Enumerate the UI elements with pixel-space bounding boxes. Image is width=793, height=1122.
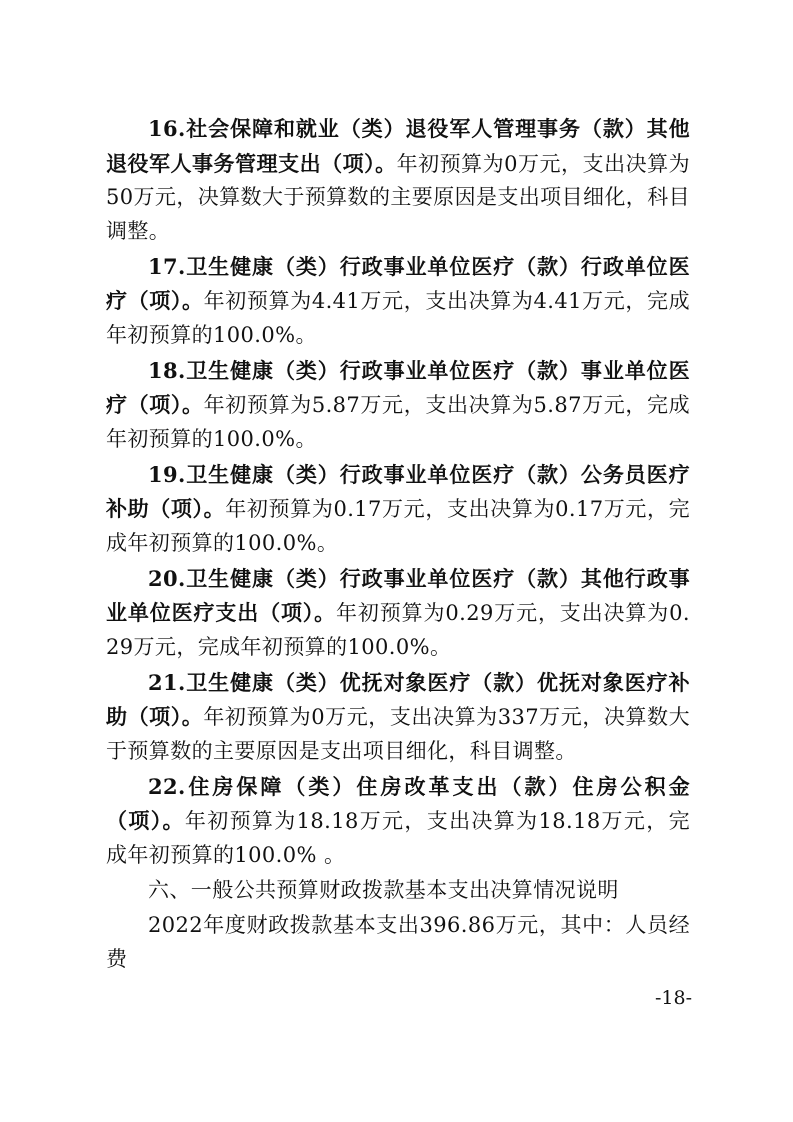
item-text: 年初预算为4.41万元，支出决算为4.41万元，完成年初预算的100.0%。 (106, 289, 691, 347)
item-text: 年初预算为0.17万元，支出决算为0.17万元，完成年初预算的100.0%。 (106, 497, 690, 555)
item-text: 年初预算为0万元，支出决算为50万元，决算数大于预算数的主要原因是支出项目细化，科目调整。 (106, 151, 690, 243)
item-text: 年初预算为0.29万元，支出决算为0.29万元，完成年初预算的100.0%。 (106, 601, 690, 659)
item-19 (106, 458, 690, 561)
item-text: 年初预算为18.18万元，支出决算为18.18万元，完成年初预算的100.0% 。 (106, 809, 690, 867)
item-heading: 22.住房保障（类）住房改革支出（款）住房公积金（项）。 (106, 773, 690, 833)
item-text: 年初预算为0万元，支出决算为337万元，决算数大于预算数的主要原因是支出项目细化，科目调整。 (106, 705, 690, 763)
item-20 (106, 562, 690, 665)
section-heading: 六、一般公共预算财政拨款基本支出决算情况说明 (148, 878, 619, 902)
item-18 (106, 354, 690, 457)
page-number: -18- (654, 987, 692, 1009)
item-heading: 17.卫生健康（类）行政事业单位医疗（款）行政单位医疗（项）。 (106, 253, 690, 313)
item-22 (106, 770, 690, 873)
item-17 (106, 250, 690, 353)
item-16 (106, 112, 690, 248)
item-heading: 16.社会保障和就业（类）退役军人管理事务（款）其他退役军人事务管理支出（项）。 (106, 116, 690, 176)
document-body (106, 112, 690, 978)
item-text: 年初预算为5.87万元，支出决算为5.87万元，完成年初预算的100.0%。 (106, 393, 691, 451)
item-21 (106, 666, 690, 769)
item-heading: 21.卫生健康（类）优抚对象医疗（款）优抚对象医疗补助（项）。 (106, 669, 690, 729)
item-heading: 20.卫生健康（类）行政事业单位医疗（款）其他行政事业单位医疗支出（项）。 (106, 565, 690, 625)
item-heading: 19.卫生健康（类）行政事业单位医疗（款）公务员医疗补助（项）。 (106, 461, 690, 521)
closing-paragraph: 2022年度财政拨款基本支出396.86万元，其中：人员经费 (106, 913, 690, 971)
item-heading: 18.卫生健康（类）行政事业单位医疗（款）事业单位医疗（项）。 (106, 357, 690, 417)
